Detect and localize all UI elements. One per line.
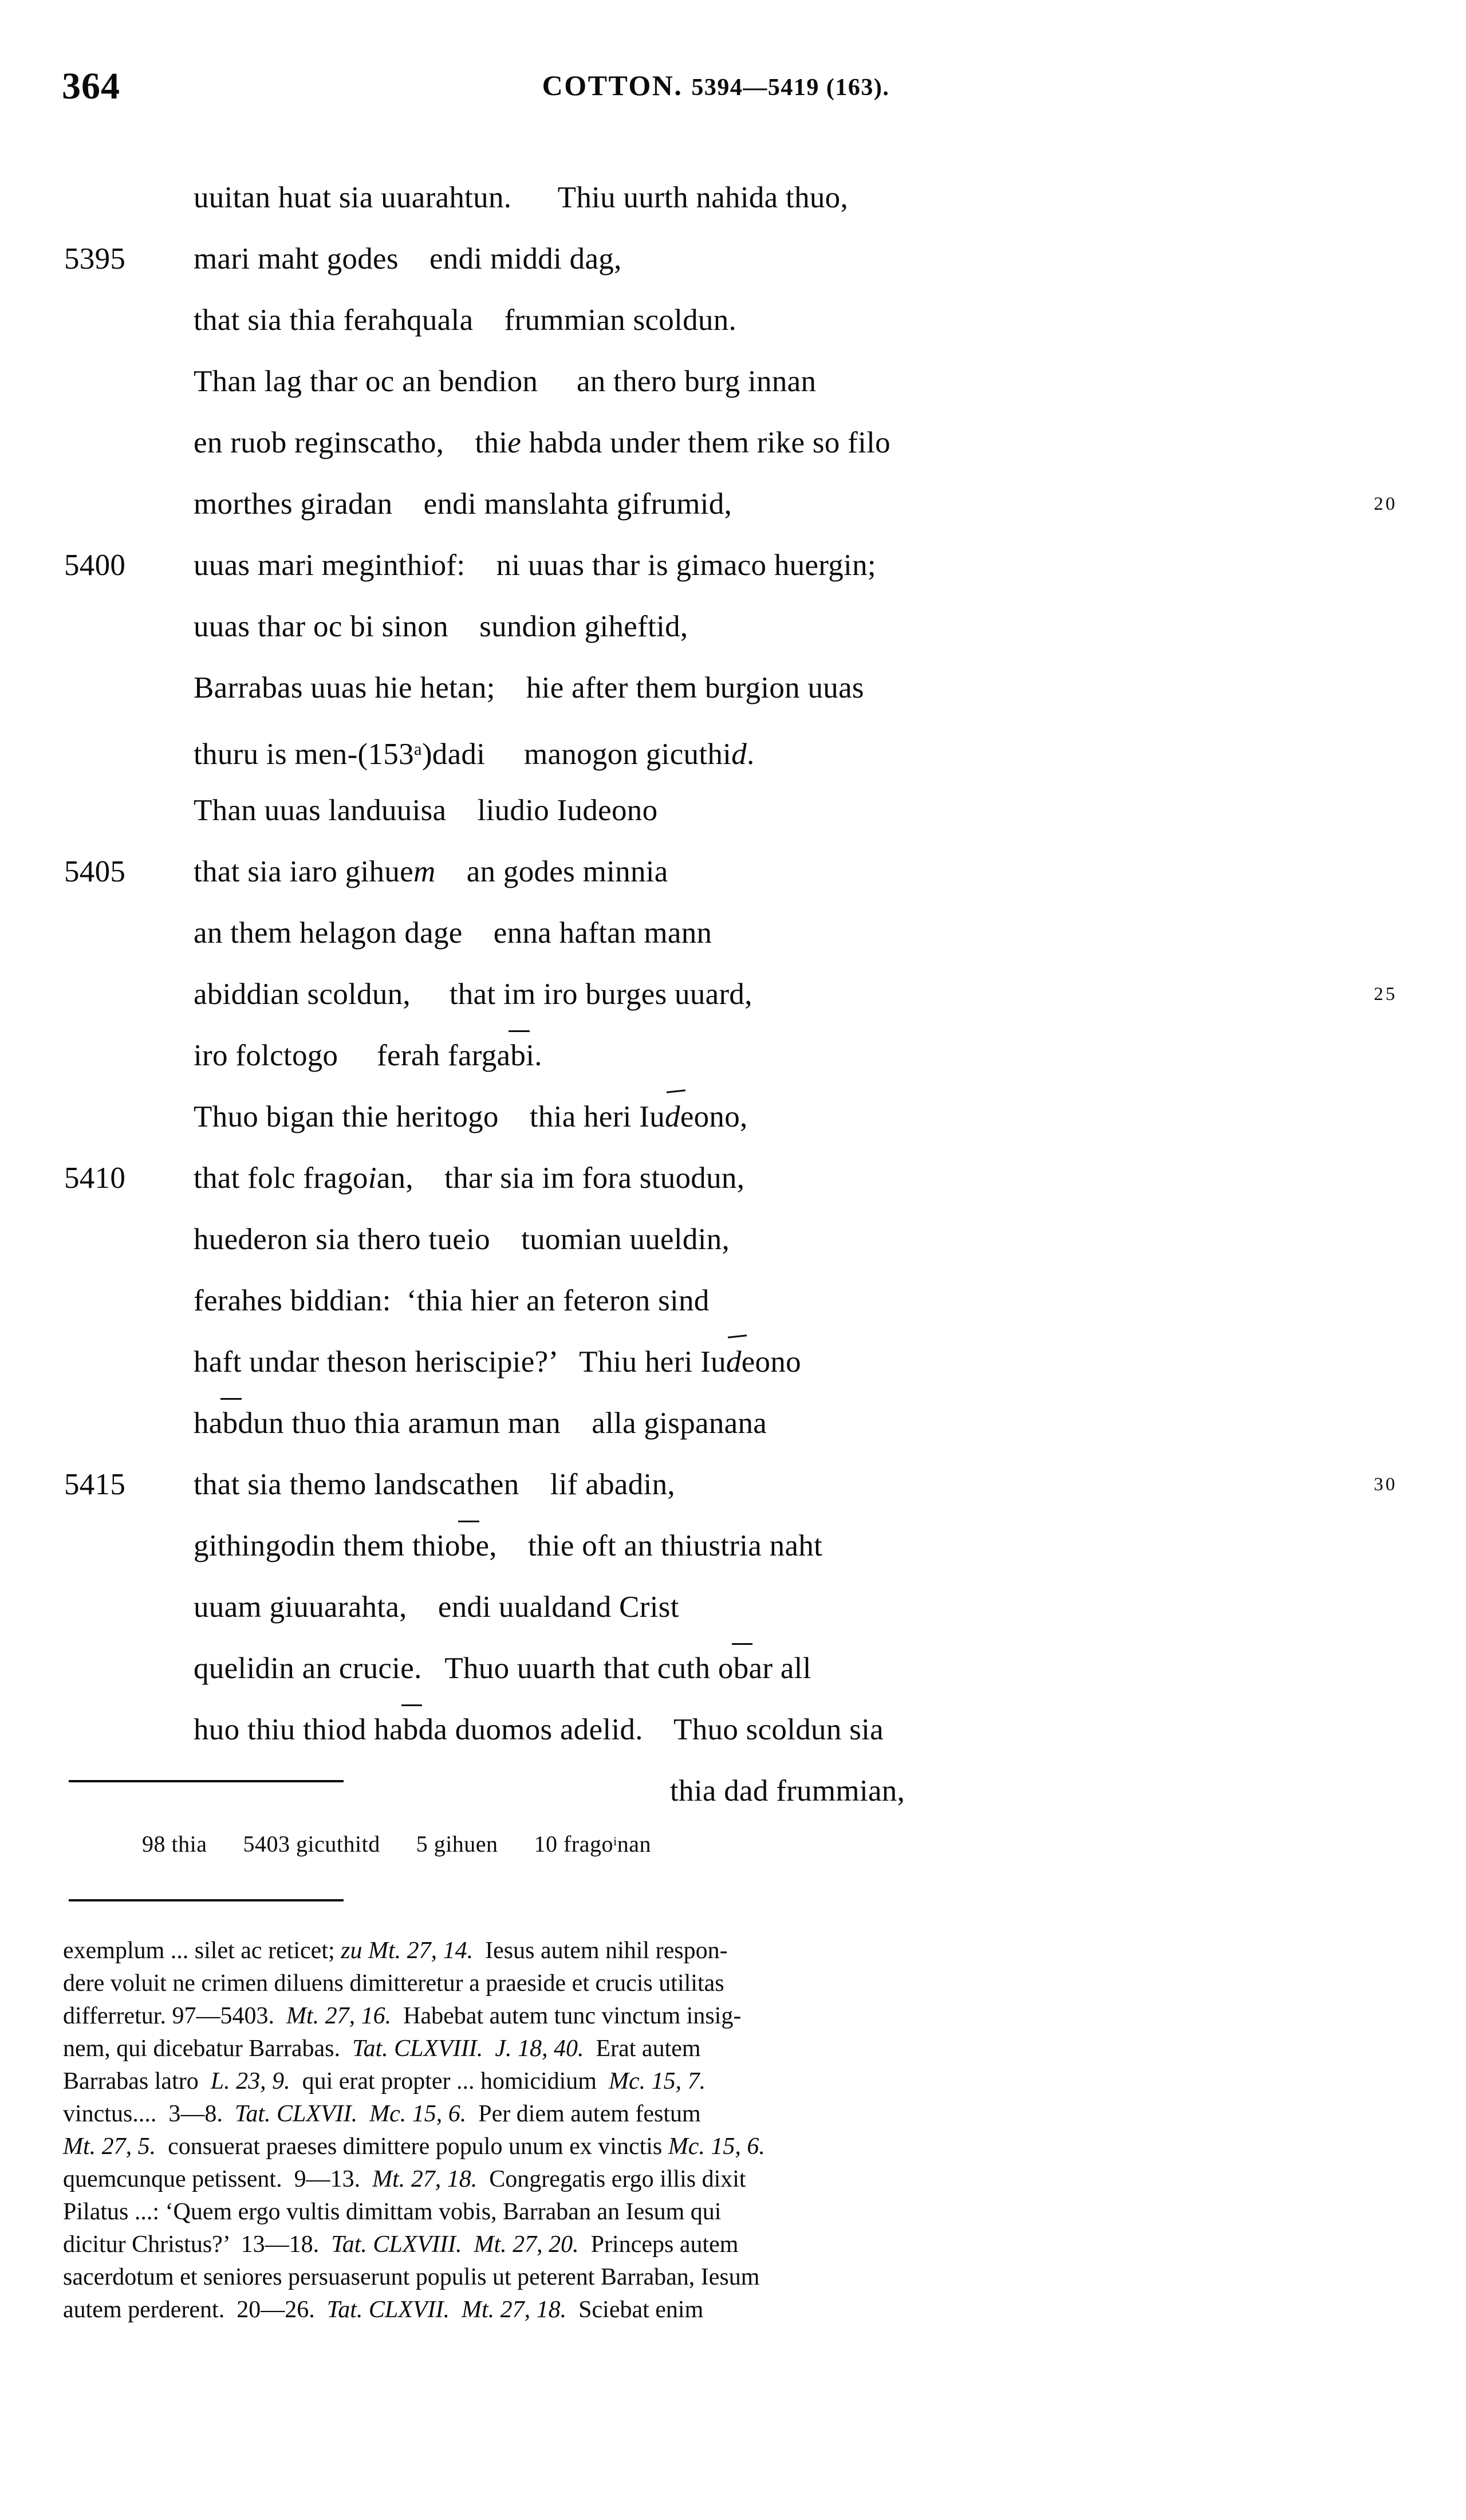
commentary-line: Barrabas latro L. 23, 9. qui erat propter ... homicidium Mc. 15, 7.: [63, 2068, 706, 2094]
verse-line: [0, 229, 1466, 290]
commentary-line: dere voluit ne crimen diluens dimitteretur a praeside et crucis utilitas: [63, 1970, 724, 1997]
verse-line-text: en ruob reginscatho, thie habda under them rike so filo: [194, 426, 890, 459]
source-sigil: Mt. 27, 5.: [63, 2133, 156, 2160]
source-sigil: Tat. CLXVII.: [234, 2101, 358, 2127]
verse-line-text: uuam giuuarahta, endi uualdand Crist: [194, 1590, 679, 1624]
verse-line-text: uuas mari meginthiof: ni uuas thar is gimaco huergin;: [194, 549, 876, 582]
verse-line-number: 5395: [64, 242, 126, 275]
italic-d-glyph: d: [731, 737, 747, 771]
source-sigil: Mc. 15, 6.: [668, 2133, 765, 2160]
verse-line: [0, 780, 1466, 841]
verse-line-text: Barrabas uuas hie hetan; hie after them burgion uuas: [194, 671, 864, 704]
verse-line: [0, 474, 1466, 535]
source-sigil: Mc. 15, 6.: [369, 2101, 467, 2127]
verse-line: [0, 1332, 1466, 1393]
verse-line-text: that sia themo landscathen lif abadin,: [194, 1468, 675, 1501]
verse-line-text: that sia thia ferahquala frummian scoldun.: [194, 304, 737, 337]
verse-line: [0, 167, 1466, 229]
commentary-line: exemplum ... silet ac reticet; zu Mt. 27, 14. Iesus autem nihil respon-: [63, 1938, 728, 1964]
verse-line-text: huederon sia thero tueio tuomian uueldin,: [194, 1223, 730, 1256]
barred-b-glyph: b: [734, 1638, 749, 1699]
barred-b-glyph: b: [510, 1025, 526, 1086]
source-sigil: Tat. CLXVIII.: [331, 2231, 462, 2258]
verse-line-text: iro folctogo ferah fargabi.: [194, 1025, 542, 1086]
verse-line: [0, 1577, 1466, 1638]
commentary-line: autem perderent. 20—26. Tat. CLXVII. Mt. 27, 18. Sciebat enim: [63, 2297, 704, 2323]
verse-line-text: that folc fragoian, thar sia im fora stuodun,: [194, 1161, 745, 1195]
verse-line: [0, 1515, 1466, 1577]
folio-superscript: a: [413, 739, 422, 759]
source-sigil: J. 18, 40.: [495, 2035, 584, 2062]
verse-line: [0, 412, 1466, 474]
verse-line-number: 5405: [64, 855, 126, 888]
verse-line: [0, 596, 1466, 657]
verse-line: [0, 1638, 1466, 1699]
commentary-line: nem, qui dicebatur Barrabas. Tat. CLXVIII. J. 18, 40. Erat autem: [63, 2035, 701, 2062]
commentary-line: vinctus.... 3—8. Tat. CLXVII. Mc. 15, 6. Per diem autem festum: [63, 2101, 701, 2127]
source-sigil: L. 23, 9.: [210, 2068, 290, 2094]
verse-line-text: morthes giradan endi manslahta gifrumid,: [194, 487, 732, 521]
variant-apparatus: 98 thia 5403 gicuthitd 5 gihuen 10 frago$^i$nan: [142, 1831, 651, 1857]
verse-line-text: thia dad frummian,: [670, 1774, 905, 1808]
commentary-line: quemcunque petissent. 9—13. Mt. 27, 18. Congregatis ergo illis dixit: [63, 2166, 746, 2192]
verse-line: [0, 535, 1466, 596]
verse-line: [0, 1148, 1466, 1209]
commentary-line: sacerdotum et seniores persuaserunt populis ut peterent Barraban, Iesum: [63, 2264, 760, 2290]
source-sigil: Tat. CLXVII.: [326, 2297, 450, 2323]
source-sigil: Mt. 27, 18.: [372, 2166, 478, 2192]
barred-d-glyph: d: [665, 1086, 680, 1148]
italic-e-glyph: e: [507, 426, 522, 459]
verse-line-text: huo thiu thiod habda duomos adelid. Thuo scoldun sia: [194, 1699, 884, 1761]
verse-line-text: thuru is men-(153$^a$)dadi manogon gicuthid.: [194, 737, 755, 771]
apparatus-rule-top: [69, 1780, 344, 1782]
verse-line-text: uuitan huat sia uuarahtun. Thiu uurth nahida thuo,: [194, 181, 849, 214]
verse-line: [0, 1761, 1466, 1822]
source-sigil: Mt. 27, 16.: [286, 2003, 392, 2029]
verse-line-text: haft undar theson heriscipie?’ Thiu heri Iudeono: [194, 1332, 801, 1393]
verse-line: [0, 719, 1466, 780]
verse-line: [0, 1086, 1466, 1148]
margin-line-number: 30: [1374, 1474, 1397, 1495]
verse-line: [0, 657, 1466, 719]
source-sigil: Tat. CLXVIII.: [352, 2035, 483, 2062]
commentary-line: differretur. 97—5403. Mt. 27, 16. Habebat autem tunc vinctum insig-: [63, 2003, 742, 2029]
barred-b-glyph: b: [223, 1393, 238, 1454]
barred-b-glyph: b: [460, 1515, 476, 1577]
verse-line: [0, 964, 1466, 1025]
verse-line-text: ferahes biddian: ‘thia hier an feteron sind: [194, 1284, 710, 1317]
page-number: 364: [62, 65, 120, 107]
source-sigil: Mt. 27, 18.: [462, 2297, 567, 2323]
verse-line: [0, 351, 1466, 412]
verse-line-text: mari maht godes endi middi dag,: [194, 242, 622, 275]
source-sigil: Mc. 15, 7.: [608, 2068, 706, 2094]
verse-line: [0, 1393, 1466, 1454]
verse-line: [0, 290, 1466, 351]
verse-line-text: Thuo bigan thie heritogo thia heri Iudeono,: [194, 1086, 748, 1148]
verse-line-text: an them helagon dage enna haftan mann: [194, 916, 712, 950]
verse-line-text: that sia iaro gihuem an godes minnia: [194, 855, 668, 888]
margin-line-number: 20: [1374, 494, 1397, 514]
apparatus-rule-bottom: [69, 1899, 344, 1901]
italic-m-glyph: m: [413, 855, 436, 888]
running-head-title: [0, 71, 1466, 100]
verse-line: [0, 1270, 1466, 1332]
barred-d-glyph: d: [726, 1332, 742, 1393]
verse-line-number: 5400: [64, 549, 126, 582]
running-head: [0, 65, 1466, 119]
verse-line-text: abiddian scoldun, that im iro burges uuard,: [194, 978, 752, 1011]
verse-line-text: habdun thuo thia aramun man alla gispanana: [194, 1393, 767, 1454]
italic-i-glyph: i: [368, 1161, 377, 1195]
verse-line-text: uuas thar oc bi sinon sundion giheftid,: [194, 610, 688, 643]
verse-line: [0, 903, 1466, 964]
verse-line-text: githingodin them thiobe, thie oft an thiustria naht: [194, 1515, 822, 1577]
commentary-line: Mt. 27, 5. consuerat praeses dimittere populo unum ex vinctis Mc. 15, 6.: [63, 2133, 765, 2160]
commentary-line: Pilatus ...: ‘Quem ergo vultis dimittam vobis, Barraban an Iesum qui: [63, 2199, 722, 2225]
verse-line-text: Than uuas landuuisa liudio Iudeono: [194, 794, 658, 827]
verse-body: [0, 167, 1466, 1822]
verse-line: [0, 1699, 1466, 1761]
verse-line: [0, 841, 1466, 903]
commentary-line: dicitur Christus?’ 13—18. Tat. CLXVIII. Mt. 27, 20. Princeps autem: [63, 2231, 739, 2258]
margin-line-number: 25: [1374, 984, 1397, 1005]
running-head-verse-range: 5394—5419 (163).: [691, 74, 890, 101]
verse-line-number: 5410: [64, 1161, 126, 1195]
barred-b-glyph: b: [403, 1699, 419, 1761]
source-sigil: Mt. 27, 20.: [474, 2231, 579, 2258]
latin-commentary: [63, 1935, 1406, 2326]
verse-line-text: quelidin an crucie. Thuo uuarth that cuth obar all: [194, 1638, 811, 1699]
verse-line-number: 5415: [64, 1468, 126, 1501]
verse-line: [0, 1209, 1466, 1270]
running-head-work: COTTON.: [542, 69, 683, 101]
verse-line: [0, 1025, 1466, 1086]
superscript-i: i: [613, 1833, 617, 1848]
verse-line-text: Than lag thar oc an bendion an thero burg innan: [194, 365, 817, 398]
verse-line: [0, 1454, 1466, 1515]
source-sigil: zu Mt. 27, 14.: [341, 1938, 474, 1964]
